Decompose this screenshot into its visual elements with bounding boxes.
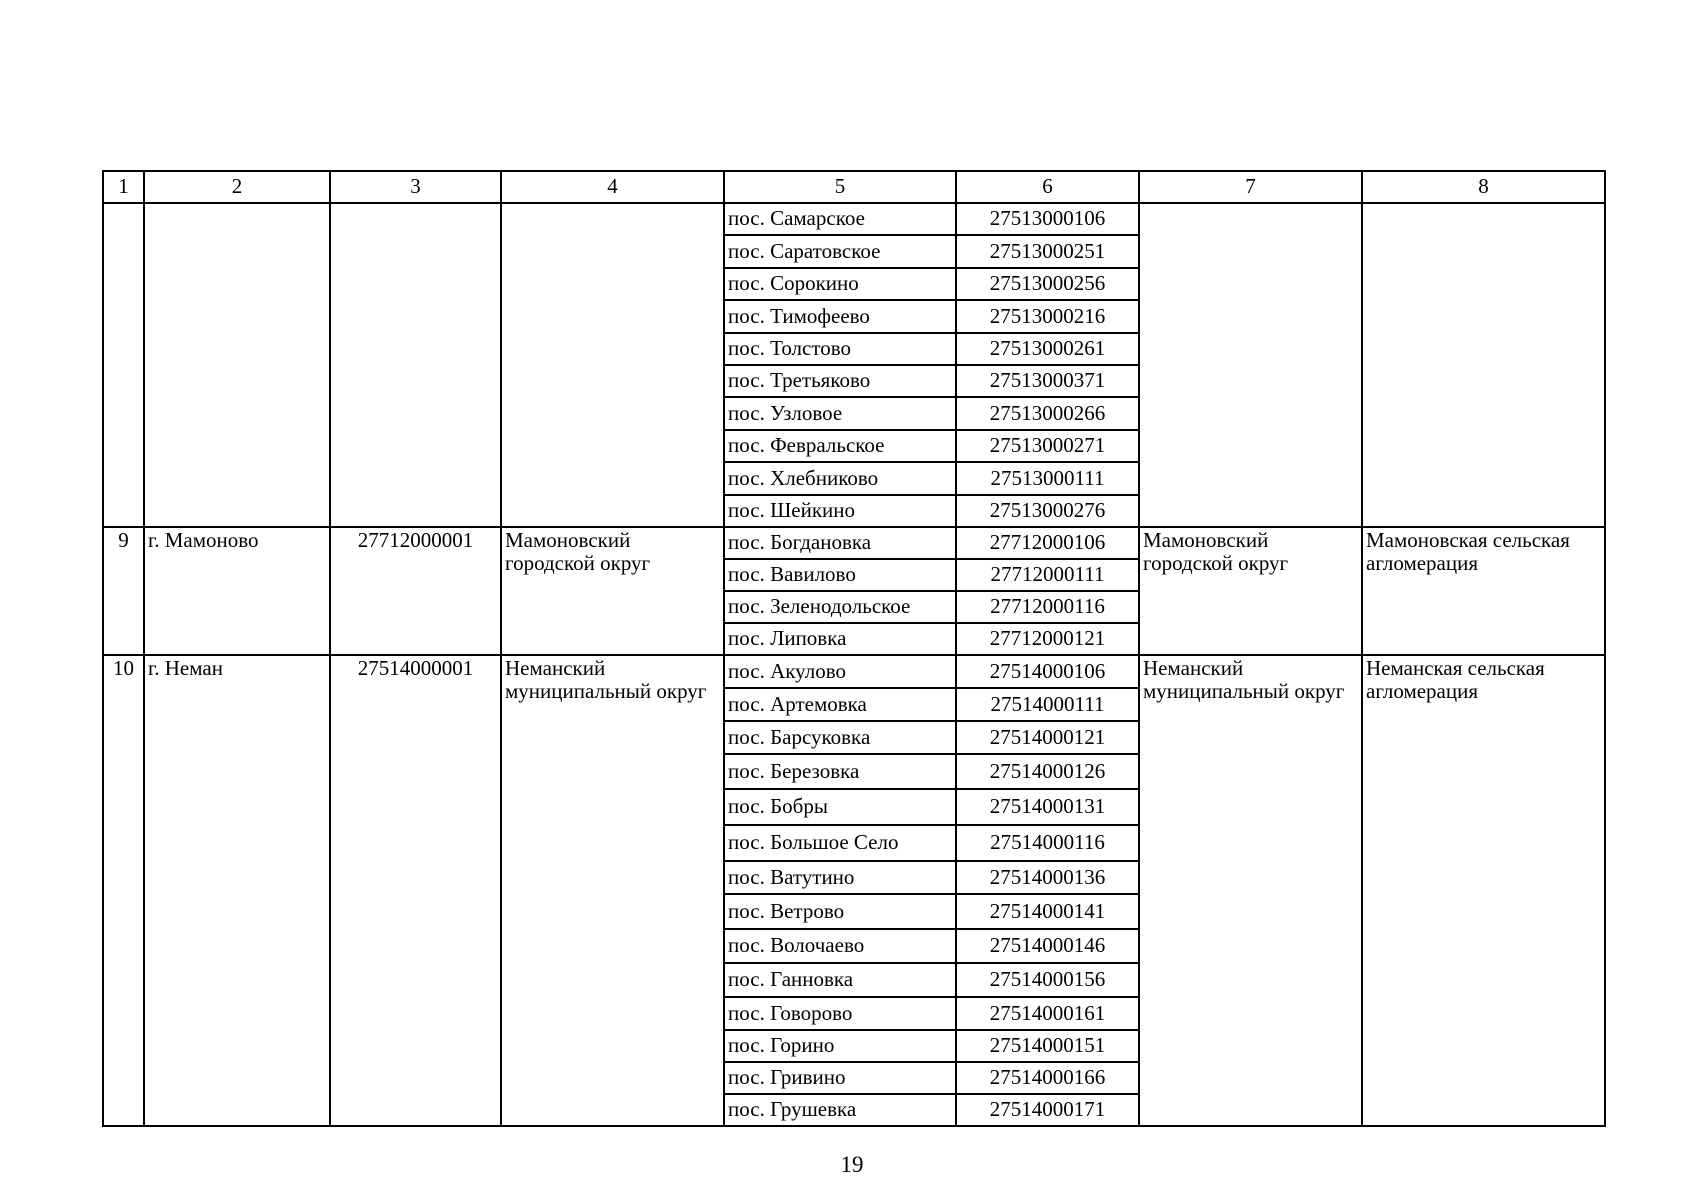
settlement-code-cell: 27513000106 (956, 203, 1139, 235)
settlement-code-cell: 27712000116 (956, 591, 1139, 623)
cont-code-cell (330, 203, 501, 527)
settlement-name-cell: пос. Бобры (724, 789, 956, 825)
header-row (103, 171, 1605, 203)
header-cell-4: 4 (501, 171, 724, 203)
cont-col7-cell (1139, 203, 1362, 527)
settlement-name-cell: пос. Третьяково (724, 365, 956, 397)
cont-municipality-cell (501, 203, 724, 527)
header-cell-5: 5 (724, 171, 956, 203)
settlement-code-cell: 27514000136 (956, 861, 1139, 894)
header-cell-3: 3 (330, 171, 501, 203)
header-cell-2: 2 (144, 171, 330, 203)
admin-center-code-cell: 27514000001 (330, 655, 501, 1126)
settlement-name-cell: пос. Шейкино (724, 495, 956, 527)
settlement-name-cell: пос. Узловое (724, 397, 956, 429)
settlement-code-cell: 27513000371 (956, 365, 1139, 397)
settlement-code-cell: 27712000111 (956, 559, 1139, 591)
admin-center-code-cell: 27712000001 (330, 527, 501, 655)
settlement-code-cell: 27513000261 (956, 333, 1139, 365)
settlement-code-cell: 27514000141 (956, 894, 1139, 929)
header-cell-1: 1 (103, 171, 144, 203)
admin-center-cell: г. Мамоново (144, 527, 330, 655)
admin-center-cell: г. Неман (144, 655, 330, 1126)
table-row (103, 527, 1605, 559)
settlement-code-cell: 27514000106 (956, 655, 1139, 688)
settlement-name-cell: пос. Горино (724, 1030, 956, 1062)
settlement-name-cell: пос. Сорокино (724, 268, 956, 300)
settlement-code-cell: 27513000251 (956, 235, 1139, 267)
header-cell-7: 7 (1139, 171, 1362, 203)
settlements-table (102, 170, 1606, 1127)
settlement-code-cell: 27514000126 (956, 754, 1139, 789)
settlement-name-cell: пос. Липовка (724, 623, 956, 655)
settlement-name-cell: пос. Говорово (724, 997, 956, 1030)
settlement-code-cell: 27514000151 (956, 1030, 1139, 1062)
settlement-code-cell: 27513000266 (956, 397, 1139, 429)
settlement-code-cell: 27514000156 (956, 963, 1139, 997)
settlement-name-cell: пос. Большое Село (724, 825, 956, 861)
settlement-code-cell: 27514000166 (956, 1062, 1139, 1094)
agglomeration-cell: Мамоновская сельская агломерация (1362, 527, 1605, 655)
settlement-name-cell: пос. Акулово (724, 655, 956, 688)
settlement-name-cell: пос. Барсуковка (724, 721, 956, 754)
settlement-name-cell: пос. Самарское (724, 203, 956, 235)
settlement-code-cell: 27712000106 (956, 527, 1139, 559)
row-number-cell: 10 (103, 655, 144, 1126)
settlement-name-cell: пос. Березовка (724, 754, 956, 789)
settlement-name-cell: пос. Ганновка (724, 963, 956, 997)
settlement-name-cell: пос. Ветрово (724, 894, 956, 929)
settlement-code-cell: 27513000256 (956, 268, 1139, 300)
settlement-name-cell: пос. Вавилово (724, 559, 956, 591)
settlement-code-cell: 27514000116 (956, 825, 1139, 861)
settlement-name-cell: пос. Хлебниково (724, 462, 956, 494)
settlement-name-cell: пос. Волочаево (724, 929, 956, 963)
settlement-code-cell: 27514000171 (956, 1094, 1139, 1126)
settlement-name-cell: пос. Тимофеево (724, 300, 956, 332)
cont-col8-cell (1362, 203, 1605, 527)
settlement-code-cell: 27513000111 (956, 462, 1139, 494)
municipality-cell: Неманский муниципальный округ (501, 655, 724, 1126)
settlement-code-cell: 27513000276 (956, 495, 1139, 527)
settlement-code-cell: 27513000271 (956, 430, 1139, 462)
settlement-name-cell: пос. Толстово (724, 333, 956, 365)
settlement-name-cell: пос. Артемовка (724, 688, 956, 721)
settlement-name-cell: пос. Ватутино (724, 861, 956, 894)
agglomeration-cell: Неманская сельская агломерация (1362, 655, 1605, 1126)
district-cell: Мамоновский городской округ (1139, 527, 1362, 655)
page-number: 19 (840, 1152, 864, 1177)
cont-num-cell (103, 203, 144, 527)
settlement-name-cell: пос. Февральское (724, 430, 956, 462)
table-body (103, 171, 1605, 1126)
settlement-code-cell: 27712000121 (956, 623, 1139, 655)
cont-center-cell (144, 203, 330, 527)
settlement-code-cell: 27514000146 (956, 929, 1139, 963)
settlement-code-cell: 27514000121 (956, 721, 1139, 754)
settlement-name-cell: пос. Саратовское (724, 235, 956, 267)
district-cell: Неманский муниципальный округ (1139, 655, 1362, 1126)
municipality-cell: Мамоновский городской округ (501, 527, 724, 655)
settlement-name-cell: пос. Зеленодольское (724, 591, 956, 623)
settlement-name-cell: пос. Гривино (724, 1062, 956, 1094)
settlement-code-cell: 27513000216 (956, 300, 1139, 332)
table-row (103, 655, 1605, 688)
settlement-name-cell: пос. Богдановка (724, 527, 956, 559)
header-cell-8: 8 (1362, 171, 1605, 203)
header-cell-6: 6 (956, 171, 1139, 203)
settlement-name-cell: пос. Грушевка (724, 1094, 956, 1126)
settlement-code-cell: 27514000161 (956, 997, 1139, 1030)
row-number-cell: 9 (103, 527, 144, 655)
table-row (103, 203, 1605, 235)
settlement-code-cell: 27514000111 (956, 688, 1139, 721)
settlement-code-cell: 27514000131 (956, 789, 1139, 825)
